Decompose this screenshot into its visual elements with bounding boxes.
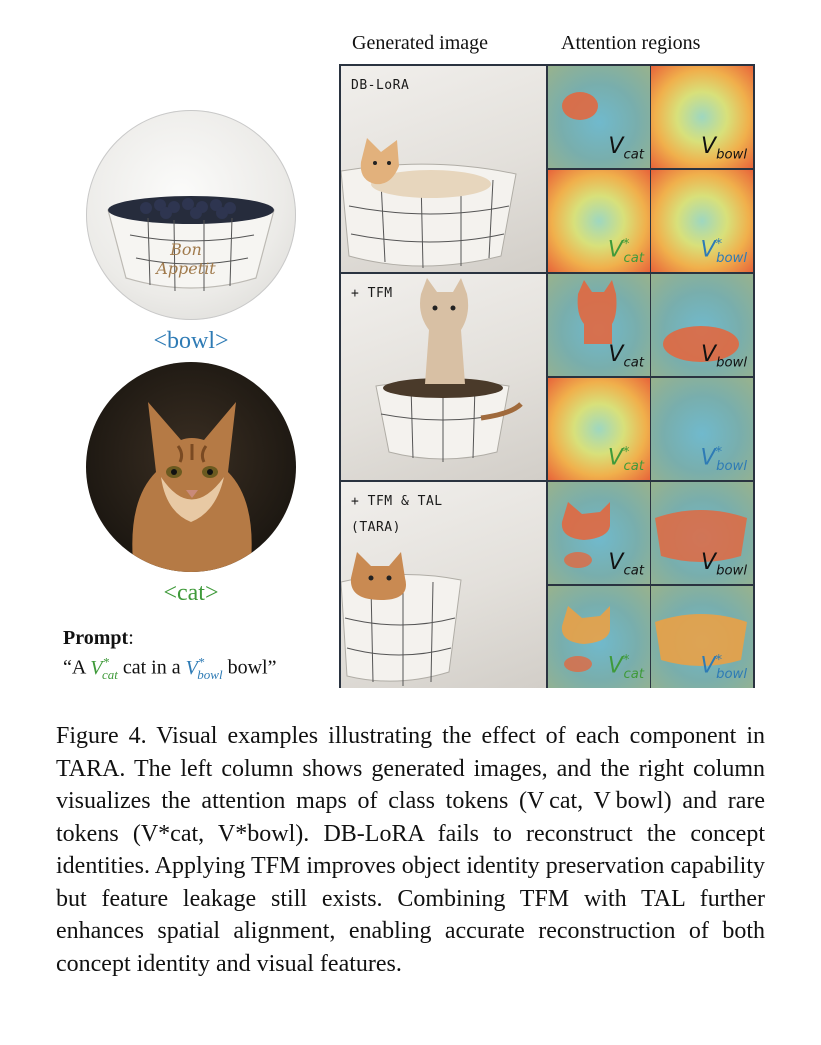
attention-label-v-star-bowl: $V^*_{bowl}$ <box>700 653 747 682</box>
column-header-generated: Generated image <box>352 32 489 54</box>
results-grid <box>339 64 755 688</box>
method-label-db-lora: DB-LoRA <box>351 78 410 93</box>
attention-map-v-bowl <box>651 66 753 168</box>
attention-map-v-star-cat <box>548 586 650 688</box>
attention-label-v-star-cat: $V^*_{cat}$ <box>607 237 644 266</box>
attention-map-v-bowl <box>651 274 753 376</box>
attention-label-v-cat: $V_{cat}$ <box>608 341 644 370</box>
attention-label-v-bowl: $V_{bowl}$ <box>701 133 747 162</box>
figure-caption: Figure 4. Visual examples illustrating the effect of each component in TARA. The left column shows generated images, and the right column visualizes the attention maps of class tokens (V cat, V bowl) and rare tokens (V*cat, V*bowl). DB-LoRA fails to reconstruct the concept identities. Applying TFM improves object identity preservation capability but feature leakage still exists. Combining TFM with TAL further enhances spatial alignment, enabling accurate reconstruction of both concept identity and visual features. <box>56 723 765 977</box>
attention-label-v-cat: $V_{cat}$ <box>608 549 644 578</box>
attention-map-v-cat <box>548 482 650 584</box>
svg-text:Appetit: Appetit <box>156 259 216 278</box>
bowl-reference-label: <bowl> <box>153 328 229 354</box>
attention-map-v-star-bowl <box>651 170 753 272</box>
method-label-tfm-tal: + TFM & TAL <box>351 494 443 509</box>
attention-map-v-star-bowl <box>651 378 753 480</box>
attention-label-v-star-bowl: $V^*_{bowl}$ <box>700 445 747 474</box>
attention-map-v-star-bowl <box>651 586 753 688</box>
prompt-text: “A $V^*_{cat}$ cat in a $V^*_{bowl}$ bowl” <box>63 654 277 682</box>
attention-map-v-cat <box>548 66 650 168</box>
row-tfm <box>341 274 753 480</box>
prompt-title: Prompt: <box>63 627 134 649</box>
generated-image-tara <box>341 482 546 688</box>
bowl-reference-image <box>86 110 296 320</box>
attention-map-v-cat <box>548 274 650 376</box>
row-tara <box>341 482 753 688</box>
cat-reference-label: <cat> <box>163 580 219 606</box>
method-label-tara: (TARA) <box>351 520 401 535</box>
attention-label-v-star-cat: $V^*_{cat}$ <box>607 653 644 682</box>
attention-map-v-star-cat <box>548 170 650 272</box>
generated-image-db-lora <box>341 66 546 272</box>
generated-image-tfm <box>341 274 546 480</box>
attention-label-v-star-cat: $V^*_{cat}$ <box>607 445 644 474</box>
attention-label-v-cat: $V_{cat}$ <box>608 133 644 162</box>
bowl-rare-token: $V^*_{bowl}$ <box>185 654 223 682</box>
attention-label-v-bowl: $V_{bowl}$ <box>701 341 747 370</box>
attention-map-v-bowl <box>651 482 753 584</box>
row-db-lora <box>341 66 753 272</box>
column-header-attention: Attention regions <box>561 32 701 54</box>
attention-label-v-star-bowl: $V^*_{bowl}$ <box>700 237 747 266</box>
method-label-tfm: + TFM <box>351 286 393 301</box>
svg-text:Bon: Bon <box>170 240 202 259</box>
attention-map-v-star-cat <box>548 378 650 480</box>
cat-rare-token: $V^*_{cat}$ <box>90 654 118 682</box>
cat-reference-image <box>86 362 296 572</box>
attention-label-v-bowl: $V_{bowl}$ <box>701 549 747 578</box>
